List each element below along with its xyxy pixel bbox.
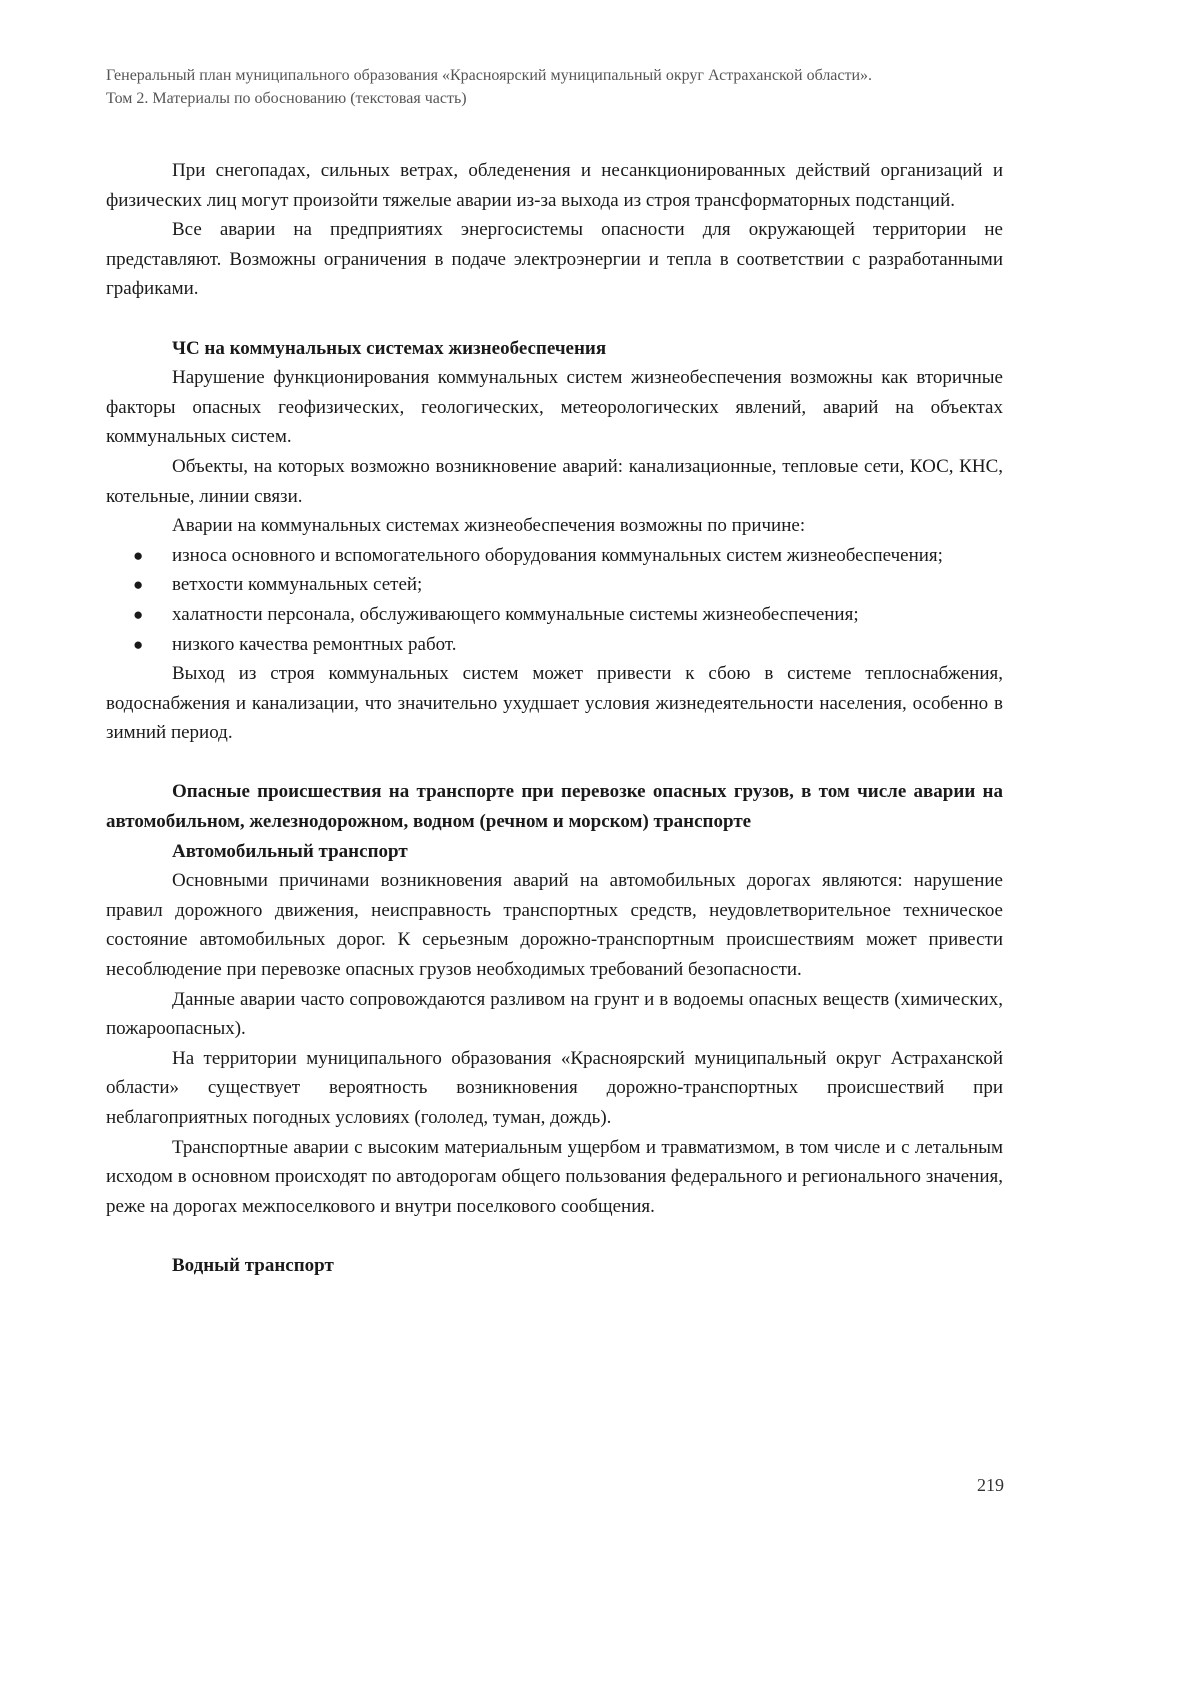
bullet-list (106, 541, 1003, 659)
bullet-icon: ● (133, 545, 144, 565)
list-item-text: ветхости коммунальных сетей; (172, 574, 423, 596)
list-item-text: низкого качества ремонтных работ. (172, 633, 457, 655)
paragraph: Нарушение функционирования коммунальных систем жизнеобеспечения возможны как вторичные факторы опасных геофизических, геологических, метеорологических явлений, аварий на объектах коммунальных систем. (106, 367, 1003, 448)
list-item (106, 630, 1003, 660)
subsection-heading: Водный транспорт (172, 1254, 334, 1276)
paragraph: Аварии на коммунальных системах жизнеобеспечения возможны по причине: (172, 515, 806, 537)
list-item (106, 600, 1003, 630)
list-item-text: износа основного и вспомогательного оборудования коммунальных систем жизнеобеспечения; (172, 544, 943, 566)
bullet-icon: ● (133, 604, 144, 624)
paragraph: Данные аварии часто сопровождаются разливом на грунт и в водоемы опасных веществ (химических, пожароопасных). (106, 988, 1003, 1040)
section-spacer (106, 748, 1003, 778)
paragraph: Транспортные аварии с высоким материальным ущербом и травматизмом, в том числе и с летальным исходом в основном происходят по автодорогам общего пользования федерального и регионального значения, реже на дорогах межпоселкового и внутри поселкового сообщения. (106, 1136, 1003, 1217)
bullet-icon: ● (133, 634, 144, 654)
paragraph: Все аварии на предприятиях энергосистемы опасности для окружающей территории не представляют. Возможны ограничения в подаче электроэнергии и тепла в соответствии с разработанными графиками. (106, 219, 1003, 300)
running-header (106, 64, 1006, 110)
header-line-1: Генеральный план муниципального образования «Красноярский муниципальный округ Астраханской области». (106, 67, 873, 84)
list-item (106, 541, 1003, 571)
page-number: 219 (977, 1475, 1004, 1495)
paragraph: При снегопадах, сильных ветрах, обледенения и несанкционированных действий организаций и физических лиц могут произойти тяжелые аварии из-за выхода из строя трансформаторных подстанций. (106, 160, 1003, 211)
paragraph: Объекты, на которых возможно возникновение аварий: канализационные, тепловые сети, КОС, КНС, котельные, линии связи. (106, 455, 1003, 507)
list-item (106, 570, 1003, 600)
paragraph: Выход из строя коммунальных систем может привести к сбою в системе теплоснабжения, водоснабжения и канализации, что значительно ухудшает условия жизнедеятельности населения, особенно в зимний период. (106, 663, 1003, 744)
header-line-2: Том 2. Материалы по обоснованию (текстовая часть) (106, 90, 467, 107)
section-spacer (106, 1221, 1003, 1251)
bullet-icon: ● (133, 575, 144, 595)
body-text (106, 156, 1003, 1281)
paragraph: Основными причинами возникновения аварий на автомобильных дорогах являются: нарушение правил дорожного движения, неисправность транспортных средств, неудовлетворительное техническое состояние автомобильных дорог. К серьезным дорожно-транспортным происшествиям может привести несоблюдение при перевозке опасных грузов необходимых требований безопасности. (106, 870, 1003, 981)
paragraph: На территории муниципального образования «Красноярский муниципальный округ Астраханской области» существует вероятность возникновения дорожно-транспортных происшествий при неблагоприятных погодных условиях (гололед, туман, дождь). (106, 1047, 1003, 1128)
section-heading: Опасные происшествия на транспорте при перевозке опасных грузов, в том числе аварии на автомобильном, железнодорожном, водном (речном и морском) транспорте (106, 781, 1003, 833)
subsection-heading: Автомобильный транспорт (172, 840, 408, 862)
section-spacer (106, 304, 1003, 334)
list-item-text: халатности персонала, обслуживающего коммунальные системы жизнеобеспечения; (172, 603, 859, 625)
section-heading: ЧС на коммунальных системах жизнеобеспечения (172, 337, 607, 359)
